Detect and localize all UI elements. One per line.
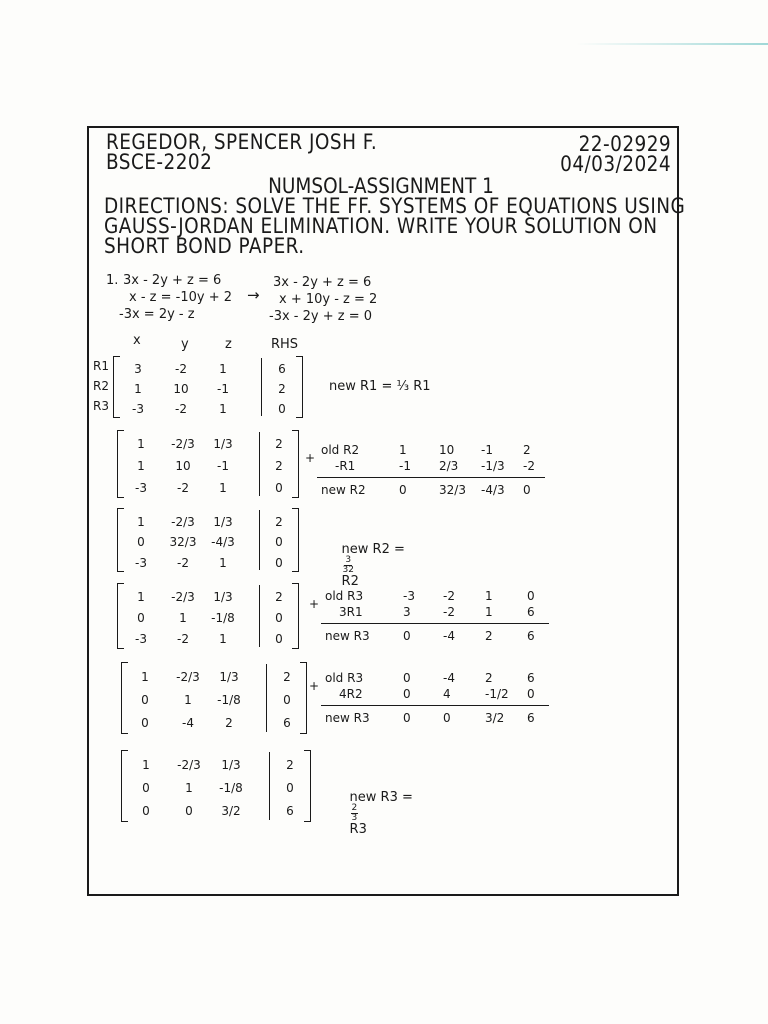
operation-result-value: 0	[523, 483, 531, 497]
matrix-cell: 1	[137, 459, 145, 473]
matrix-cell: 0	[141, 716, 149, 730]
matrix-step-5	[121, 662, 307, 734]
augment-bar	[261, 358, 262, 416]
augment-bar	[259, 585, 260, 647]
matrix-cell: 0	[275, 535, 283, 549]
student-name: REGEDOR, SPENCER JOSH F.	[106, 130, 378, 154]
augment-bar	[266, 664, 267, 732]
operation-row-value: 1	[485, 605, 493, 619]
right-bracket	[300, 662, 307, 734]
row-label-r1: R1	[93, 359, 109, 373]
operation-row-value: 6	[527, 671, 535, 685]
operation-sign: +	[309, 679, 320, 693]
operation-row-label: old R2	[321, 443, 360, 457]
matrix-cell: -1/8	[217, 693, 241, 707]
operation-result-value: 0	[403, 711, 411, 725]
matrix-cell: -2	[177, 481, 189, 495]
row-label-r3: R3	[93, 399, 109, 413]
operation-result-label: new R3	[325, 711, 370, 725]
operation-row-label: 3R1	[339, 605, 363, 619]
matrix-cell: -2/3	[171, 437, 195, 451]
original-eq-2: x - z = -10y + 2	[129, 290, 232, 305]
left-bracket	[121, 750, 128, 822]
operation-row-value: 2/3	[439, 459, 459, 473]
scan-edge-line	[576, 43, 768, 45]
matrix-cell: -4	[182, 716, 194, 730]
operation-result-value: 6	[527, 629, 535, 643]
operation-row-label: 4R2	[339, 687, 363, 701]
matrix-cell: -2	[175, 362, 187, 376]
operation-row-value: 10	[439, 443, 455, 457]
matrix-cell: -4/3	[211, 535, 235, 549]
operation-result-value: 3/2	[485, 711, 505, 725]
matrix-cell: 6	[283, 716, 291, 730]
col-header-y: y	[181, 337, 189, 352]
problem-number: 1.	[106, 273, 119, 288]
operation-row-label: old R3	[325, 589, 364, 603]
augment-bar	[259, 510, 260, 570]
operation-row-value: -2	[443, 605, 455, 619]
matrix-cell: 1	[219, 556, 227, 570]
assignment-title: NUMSOL-ASSIGNMENT 1	[268, 174, 494, 198]
operation-result-label: new R3	[325, 629, 370, 643]
col-header-x: x	[133, 333, 141, 348]
right-bracket	[296, 356, 303, 418]
operation-result-value: -4/3	[481, 483, 505, 497]
right-bracket	[304, 750, 311, 822]
matrix-cell: 1	[184, 693, 192, 707]
left-bracket	[121, 662, 128, 734]
step-3-frac-num: 3	[345, 555, 352, 565]
operation-sign: +	[309, 597, 320, 611]
rearrange-arrow-icon: →	[247, 286, 260, 304]
operation-sign: +	[305, 451, 316, 465]
matrix-cell: 0	[142, 781, 150, 795]
matrix-cell: 2	[275, 590, 283, 604]
matrix-cell: 0	[283, 693, 291, 707]
step-6-note-suffix: R3	[349, 822, 367, 837]
left-bracket	[117, 583, 124, 649]
matrix-cell: 32/3	[169, 535, 197, 549]
assignment-sheet	[87, 126, 686, 896]
student-section: BSCE-2202	[106, 150, 213, 174]
matrix-cell: -2/3	[171, 590, 195, 604]
row-operation-step-5	[309, 668, 555, 732]
operation-row-value: -2	[523, 459, 535, 473]
operation-row-label: -R1	[335, 459, 356, 473]
operation-row-value: 0	[527, 589, 535, 603]
matrix-cell: -2	[175, 402, 187, 416]
matrix-step-3	[117, 508, 299, 572]
matrix-cell: 1/3	[219, 670, 239, 684]
matrix-cell: 2	[286, 758, 294, 772]
matrix-cell: -2	[177, 632, 189, 646]
matrix-cell: -1	[217, 459, 229, 473]
matrix-cell: 1	[137, 515, 145, 529]
operation-row-value: -1/2	[485, 687, 509, 701]
left-bracket	[113, 356, 120, 418]
operation-row-label: old R3	[325, 671, 364, 685]
directions-line-3: SHORT BOND PAPER.	[104, 234, 305, 258]
right-bracket	[292, 583, 299, 649]
rearranged-eq-1: 3x - 2y + z = 6	[273, 275, 372, 290]
operation-row-value: -4	[443, 671, 455, 685]
matrix-step-1	[113, 356, 303, 418]
matrix-cell: -1	[217, 382, 229, 396]
operation-result-value: 0	[443, 711, 451, 725]
operation-result-value: 2	[485, 629, 493, 643]
matrix-cell: -2/3	[176, 670, 200, 684]
matrix-cell: 0	[141, 693, 149, 707]
operation-row-value: 4	[443, 687, 451, 701]
rearranged-eq-2: x + 10y - z = 2	[279, 292, 378, 307]
matrix-cell: 1/3	[221, 758, 241, 772]
matrix-cell: 1	[141, 670, 149, 684]
augment-bar	[259, 432, 260, 496]
matrix-cell: -3	[135, 556, 147, 570]
matrix-cell: 1/3	[213, 515, 233, 529]
matrix-cell: 1	[179, 611, 187, 625]
matrix-cell: 1	[219, 481, 227, 495]
matrix-step-2	[117, 430, 299, 498]
matrix-cell: 1	[142, 758, 150, 772]
rearranged-eq-3: -3x - 2y + z = 0	[269, 309, 372, 324]
matrix-cell: 1	[219, 402, 227, 416]
matrix-cell: 2	[225, 716, 233, 730]
operation-row-value: 6	[527, 605, 535, 619]
matrix-cell: 0	[185, 804, 193, 818]
matrix-cell: -2/3	[177, 758, 201, 772]
matrix-cell: 2	[278, 382, 286, 396]
operation-row-value: -2	[443, 589, 455, 603]
matrix-cell: 10	[175, 459, 191, 473]
matrix-cell: -3	[135, 632, 147, 646]
step-6-frac-num: 2	[351, 803, 358, 813]
matrix-cell: -3	[132, 402, 144, 416]
matrix-cell: 1	[219, 632, 227, 646]
matrix-step-6	[121, 750, 311, 822]
matrix-cell: 0	[142, 804, 150, 818]
augment-bar	[269, 752, 270, 820]
step-3-note-suffix: R2	[341, 574, 359, 589]
matrix-cell: 0	[275, 556, 283, 570]
matrix-step-4	[117, 583, 299, 649]
operation-row-value: 3	[403, 605, 411, 619]
matrix-cell: 0	[275, 632, 283, 646]
original-eq-3: -3x = 2y - z	[119, 307, 195, 322]
original-eq-1: 3x - 2y + z = 6	[123, 273, 222, 288]
matrix-cell: 2	[275, 437, 283, 451]
operation-row-value: 1	[399, 443, 407, 457]
left-bracket	[117, 508, 124, 572]
matrix-cell: 1/3	[213, 437, 233, 451]
step-3-fraction	[343, 556, 354, 575]
matrix-cell: 2	[275, 515, 283, 529]
operation-row-value: -1	[399, 459, 411, 473]
row-operation-step-4	[309, 586, 555, 650]
operation-result-value: 6	[527, 711, 535, 725]
operation-row-value: 2	[523, 443, 531, 457]
operation-result-value: 0	[399, 483, 407, 497]
matrix-cell: 1	[185, 781, 193, 795]
matrix-cell: 0	[278, 402, 286, 416]
left-bracket	[117, 430, 124, 498]
submission-date: 04/03/2024	[560, 152, 671, 176]
step-3-note-prefix: new R2 =	[341, 542, 405, 557]
col-header-rhs: RHS	[271, 337, 299, 352]
matrix-cell: 3	[134, 362, 142, 376]
matrix-cell: 6	[286, 804, 294, 818]
operation-row-value: 1	[485, 589, 493, 603]
operation-result-label: new R2	[321, 483, 366, 497]
step-6-note-prefix: new R3 =	[349, 790, 413, 805]
directions-line-2: GAUSS-JORDAN ELIMINATION. WRITE YOUR SOLUTION ON	[104, 214, 658, 238]
matrix-cell: -2	[177, 556, 189, 570]
matrix-cell: 1	[219, 362, 227, 376]
operation-row-value: 0	[527, 687, 535, 701]
student-id: 22-02929	[578, 132, 671, 156]
right-bracket	[292, 508, 299, 572]
operation-row-value: 0	[403, 687, 411, 701]
operation-result-value: 32/3	[439, 483, 466, 497]
operation-row-value: 2	[485, 671, 493, 685]
right-bracket	[292, 430, 299, 498]
matrix-cell: 6	[278, 362, 286, 376]
step-1-note: new R1 = ⅓ R1	[329, 379, 431, 394]
matrix-cell: -2/3	[171, 515, 195, 529]
matrix-cell: 1	[134, 382, 142, 396]
step-6-fraction	[351, 804, 359, 823]
col-header-z: z	[225, 337, 232, 352]
matrix-cell: 0	[286, 781, 294, 795]
matrix-cell: 2	[275, 459, 283, 473]
step-6-note	[333, 778, 413, 849]
matrix-cell: -1/8	[211, 611, 235, 625]
operation-row-value: -3	[403, 589, 415, 603]
matrix-cell: 0	[137, 611, 145, 625]
sum-line	[321, 705, 549, 706]
sum-line	[321, 623, 549, 624]
sum-line	[317, 477, 545, 478]
matrix-cell: -1/8	[219, 781, 243, 795]
matrix-cell: 0	[275, 481, 283, 495]
matrix-cell: 2	[283, 670, 291, 684]
matrix-cell: 10	[173, 382, 189, 396]
step-3-frac-den: 32	[342, 565, 354, 575]
matrix-cell: 1	[137, 437, 145, 451]
directions-line-1: DIRECTIONS: SOLVE THE FF. SYSTEMS OF EQUATIONS USING	[104, 194, 686, 218]
row-operation-step-2	[305, 440, 551, 500]
operation-row-value: -1/3	[481, 459, 505, 473]
operation-row-value: -1	[481, 443, 493, 457]
operation-result-value: 0	[403, 629, 411, 643]
matrix-cell: 0	[275, 611, 283, 625]
matrix-cell: 0	[137, 535, 145, 549]
matrix-cell: 1/3	[213, 590, 233, 604]
operation-row-value: 0	[403, 671, 411, 685]
row-label-r2: R2	[93, 379, 109, 393]
operation-result-value: -4	[443, 629, 455, 643]
matrix-cell: 1	[137, 590, 145, 604]
step-6-frac-den: 3	[351, 813, 358, 823]
matrix-cell: 3/2	[221, 804, 241, 818]
matrix-cell: -3	[135, 481, 147, 495]
